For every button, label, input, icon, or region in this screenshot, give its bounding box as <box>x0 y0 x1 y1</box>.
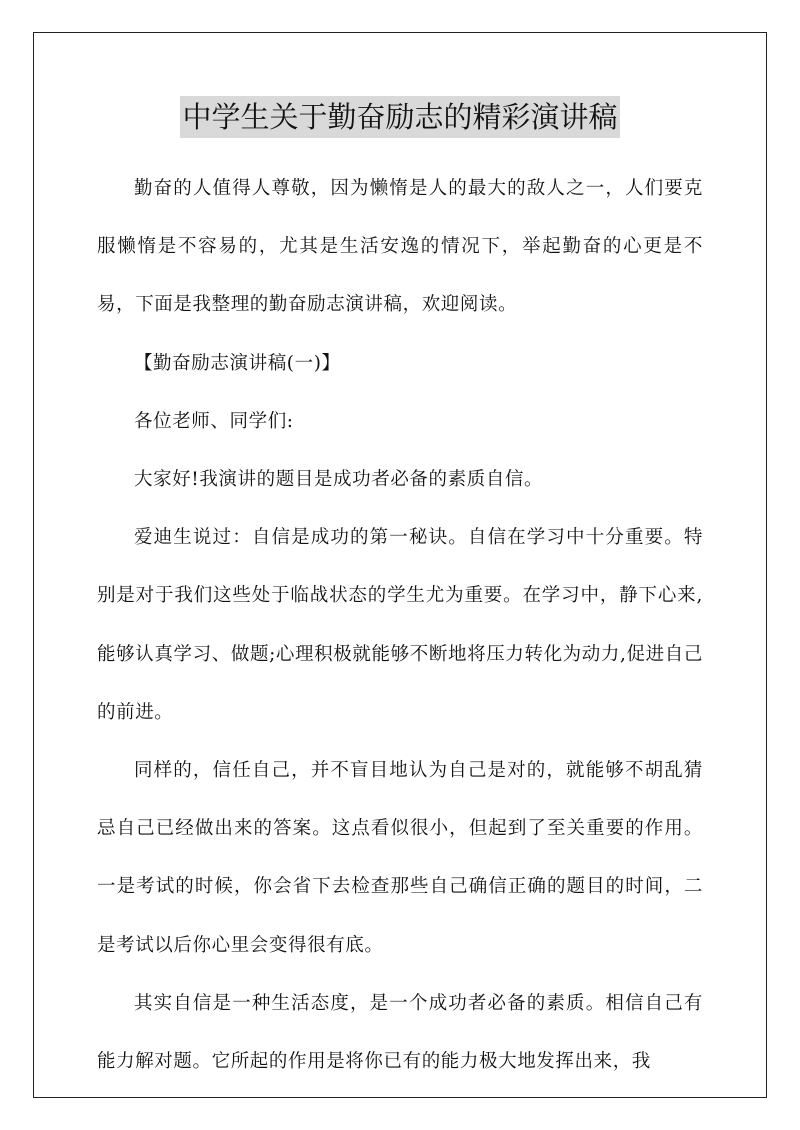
paragraph-intro: 勤奋的人值得人尊敬，因为懒惰是人的最大的敌人之一，人们要克服懒惰是不容易的，尤其是生活安逸的情况下，举起勤奋的心更是不易，下面是我整理的勤奋励志演讲稿，欢迎阅读。 <box>97 178 703 316</box>
paragraph-trust: 同样的，信任自己，并不盲目地认为自己是对的，就能够不胡乱猜忌自己已经做出来的答案。这点看似很小，但起到了至关重要的作用。一是考试的时候，你会省下去检查那些自己确信正确的题目的时间，二是考试以后你心里会变得很有底。 <box>97 760 703 956</box>
paragraph-attitude: 其实自信是一种生活态度，是一个成功者必备的素质。相信自己有能力解对题。它所起的作用是将你已有的能力极大地发挥出来，我 <box>97 992 703 1073</box>
title-container <box>0 96 800 138</box>
document-body <box>97 160 703 1091</box>
paragraph-section-heading: 【勤奋励志演讲稿(一)】 <box>134 352 341 374</box>
paragraph-greeting: 大家好!我演讲的题目是成功者必备的素质自信。 <box>134 469 544 491</box>
paragraph-salutation: 各位老师、同学们: <box>134 410 294 432</box>
document-title: 中学生关于勤奋励志的精彩演讲稿 <box>180 96 619 138</box>
paragraph-edison: 爱迪生说过：自信是成功的第一秘诀。自信在学习中十分重要。特别是对于我们这些处于临战状态的学生尤为重要。在学习中，静下心来,能够认真学习、做题;心理积极就能够不断地将压力转化为动力,促进自己的前进。 <box>97 527 703 723</box>
